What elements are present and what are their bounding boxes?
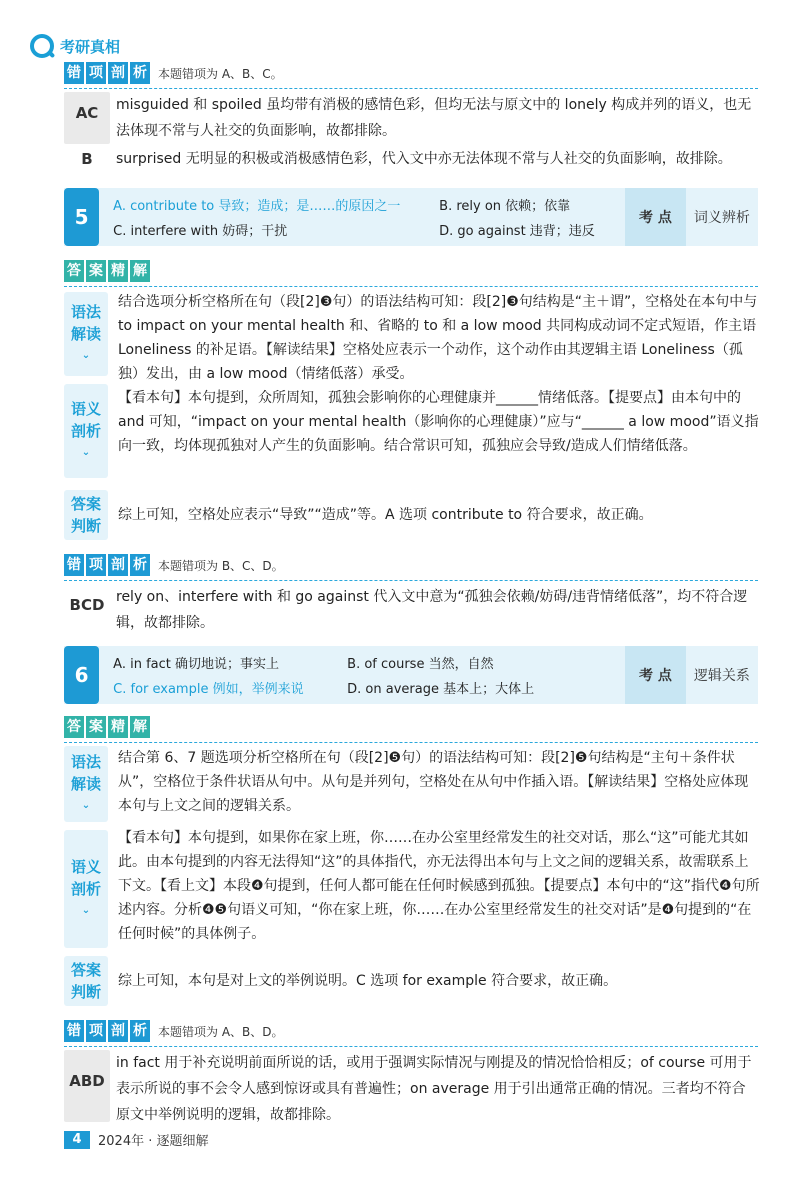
option-c: C. for example 例如，举例来说 [113,682,304,697]
magnifier-logo-icon [30,34,54,58]
semantic-text: 【看本句】本句提到，众所周知，孤独会影响你的心理健康并______情绪低落。【提要点】由本句中的 and 可知，“impact on your mental health（影响你的心理健康）”应与“______ a low mood”语义指向一致，均体现孤独对人产生的负面影响。结合常识可知，孤独应会导致/造成人们情绪低落。 [118,390,759,454]
wrong-analysis-tag: 错 项 剖 析 [64,1020,150,1042]
wrong-option-block [64,584,758,636]
judge-text: 综上可知，本句是对上文的举例说明。C 选项 for example 符合要求，故正确。 [118,973,618,989]
footer-title: 2024年 · 逐题细解 [98,1134,209,1149]
answer-analysis-header [64,716,758,743]
option-b: B. of course 当然，自然 [347,657,494,672]
grammar-label: 语法解读 ⌄ [64,292,108,376]
test-point-label: 考 点 [625,646,686,704]
page-footer [64,1130,208,1149]
test-point-value: 逻辑关系 [693,668,750,684]
answer-analysis-tag: 答 案 精 解 [64,716,150,738]
grammar-label: 语法解读 ⌄ [64,746,108,822]
answer-analysis-header [64,260,758,287]
wrong-option-block [64,146,758,172]
option-letters: B [81,150,93,168]
option-explanation: misguided 和 spoiled 虽均带有消极的感情色彩，但均无法与原文中的 lonely 构成并列的语义，也无法体现不常与人社交的负面影响，故都排除。 [116,97,752,139]
question-5-banner [64,188,758,246]
question-options [99,653,625,697]
semantic-label: 语义剖析 ⌄ [64,384,108,478]
wrong-option-block [64,92,758,144]
option-c: C. interfere with 妨碍；干扰 [113,224,288,239]
option-a: A. contribute to 导致；造成；是……的原因之一 [113,199,401,214]
option-letters: BCD [69,596,105,614]
semantic-label: 语义剖析 ⌄ [64,830,108,948]
wrong-analysis-tag: 错 项 剖 析 [64,554,150,576]
wrong-analysis-header [64,62,758,89]
question-options [99,195,625,239]
option-explanation: rely on、interfere with 和 go against 代入文中意为“孤独会依赖/妨碍/违背情绪低落”，均不符合逻辑，故都排除。 [116,589,748,631]
page-number: 4 [64,1131,90,1149]
answer-analysis-tag: 答 案 精 解 [64,260,150,282]
option-letters: ABD [64,1050,110,1122]
wrong-analysis-note: 本题错项为 A、B、C。 [158,66,283,81]
question-number: 5 [64,188,99,246]
option-d: D. go against 违背；违反 [439,224,595,239]
test-point-value: 词义辨析 [693,210,750,226]
question-number: 6 [64,646,99,704]
judge-text: 综上可知，空格处应表示“导致”“造成”等。A 选项 contribute to 符合要求，故正确。 [118,507,653,523]
chevron-down-icon: ⌄ [81,800,91,811]
option-d: D. on average 基本上；大体上 [347,682,535,697]
chevron-down-icon: ⌄ [81,350,91,361]
chevron-down-icon: ⌄ [81,905,91,916]
option-explanation: surprised 无明显的积极或消极感情色彩，代入文中亦无法体现不常与人社交的负面影响，故排除。 [116,151,732,167]
grammar-text: 结合第 6、7 题选项分析空格所在句（段[2]❺句）的语法结构可知：段[2]❺句结构是“主句＋条件状从”，空格位于条件状语从句中。从句是并列句，空格处在从句中作插入语。【解读结果】空格处应体现本句与上文之间的逻辑关系。 [118,750,749,814]
semantic-text: 【看本句】本句提到，如果你在家上班，你……在办公室里经常发生的社交对话，那么“这”可能尤其如此。由本句提到的内容无法得知“这”的具体指代，亦无法得出本句与上文之间的逻辑关系，故需联系上下文。【看上文】本段❹句提到，任何人都可能在任何时候感到孤独。【提要点】本句中的“这”指代❹句所述内容。分析❹❺句语义可知，“你在家上班，你……在办公室里经常发生的社交对话”是❹句提到的“在任何时候”的具体例子。 [118,830,760,942]
option-a: A. in fact 确切地说；事实上 [113,657,279,672]
test-point-label: 考 点 [625,188,686,246]
wrong-analysis-tag: 错 项 剖 析 [64,62,150,84]
option-letters: AC [64,92,110,144]
page-header [30,34,120,58]
grammar-text: 结合选项分析空格所在句（段[2]❸句）的语法结构可知：段[2]❸句结构是“主＋谓”，空格处在本句中与 to impact on your mental health 和、省略的 to 和 a low mood 共同构成动词不定式短语，作主语 Loneliness 的补足语。【解读结果】空格处应表示一个动作，这个动作由其逻辑主语 Loneliness（孤独）发出，由 a low mood（情绪低落）承受。 [118,294,758,382]
wrong-analysis-note: 本题错项为 A、B、D。 [158,1024,284,1039]
judge-label: 答案判断 [64,490,108,540]
judge-label: 答案判断 [64,956,108,1006]
option-explanation: in fact 用于补充说明前面所说的话，或用于强调实际情况与刚提及的情况恰恰相反；of course 可用于表示所说的事不会令人感到惊讶或具有普遍性；on average 用于引出通常正确的情况。三者均不符合原文中举例说明的逻辑，故都排除。 [116,1055,752,1123]
wrong-analysis-header [64,554,758,581]
wrong-option-block [64,1050,758,1128]
wrong-analysis-header [64,1020,758,1047]
header-title: 考研真相 [60,37,121,56]
wrong-analysis-note: 本题错项为 B、C、D。 [158,558,284,573]
option-b: B. rely on 依赖；依靠 [439,199,571,214]
question-6-banner [64,646,758,704]
chevron-down-icon: ⌄ [81,447,91,458]
